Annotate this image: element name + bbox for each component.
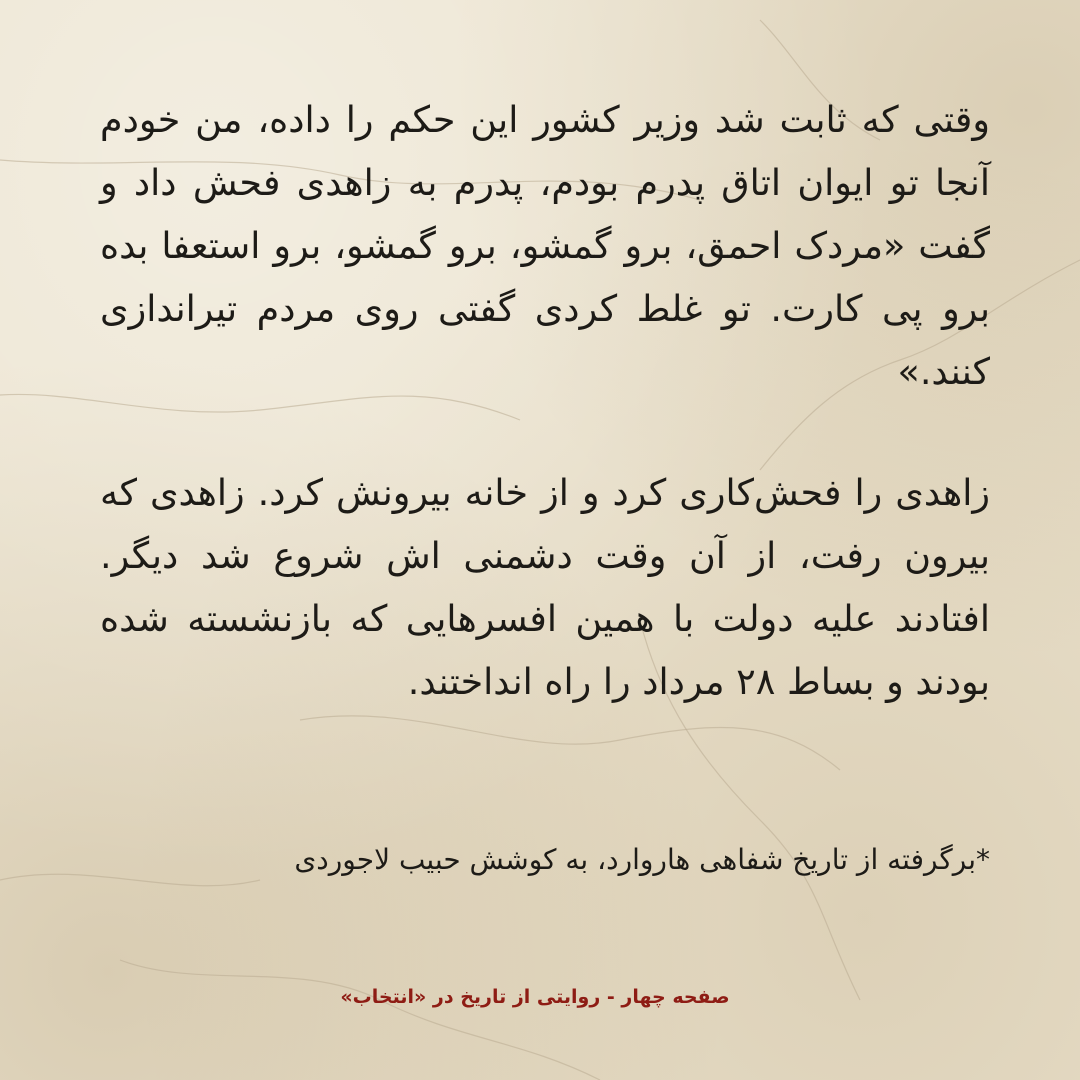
footer-caption: صفحه چهار - روایتی از تاریخ در «انتخاب»	[340, 986, 730, 1008]
article-paragraph-1: وقتی که ثابت شد وزیر کشور این حکم را داده، من خودم آنجا تو ایوان اتاق پدرم بودم، پدرم به زاهدی فحش داد و گفت «مردک احمق، برو گمشو، برو گمشو، برو استعفا بده برو پی کارت. تو غلط کردی گفتی روی مردم تیراندازی کنند.»	[100, 98, 990, 393]
source-citation: *برگرفته از تاریخ شفاهی هاروارد، به کوشش حبیب لاجوردی	[294, 843, 990, 876]
article	[100, 88, 990, 1080]
article-paragraph-2: زاهدی را فحش‌کاری کرد و از خانه بیرونش کرد. زاهدی که بیرون رفت، از آن وقت دشمنی اش شروع شد دیگر. افتادند علیه دولت با همین افسرهایی که بازنشسته شده بودند و بساط ۲۸ مرداد را راه انداختند.	[100, 471, 990, 703]
